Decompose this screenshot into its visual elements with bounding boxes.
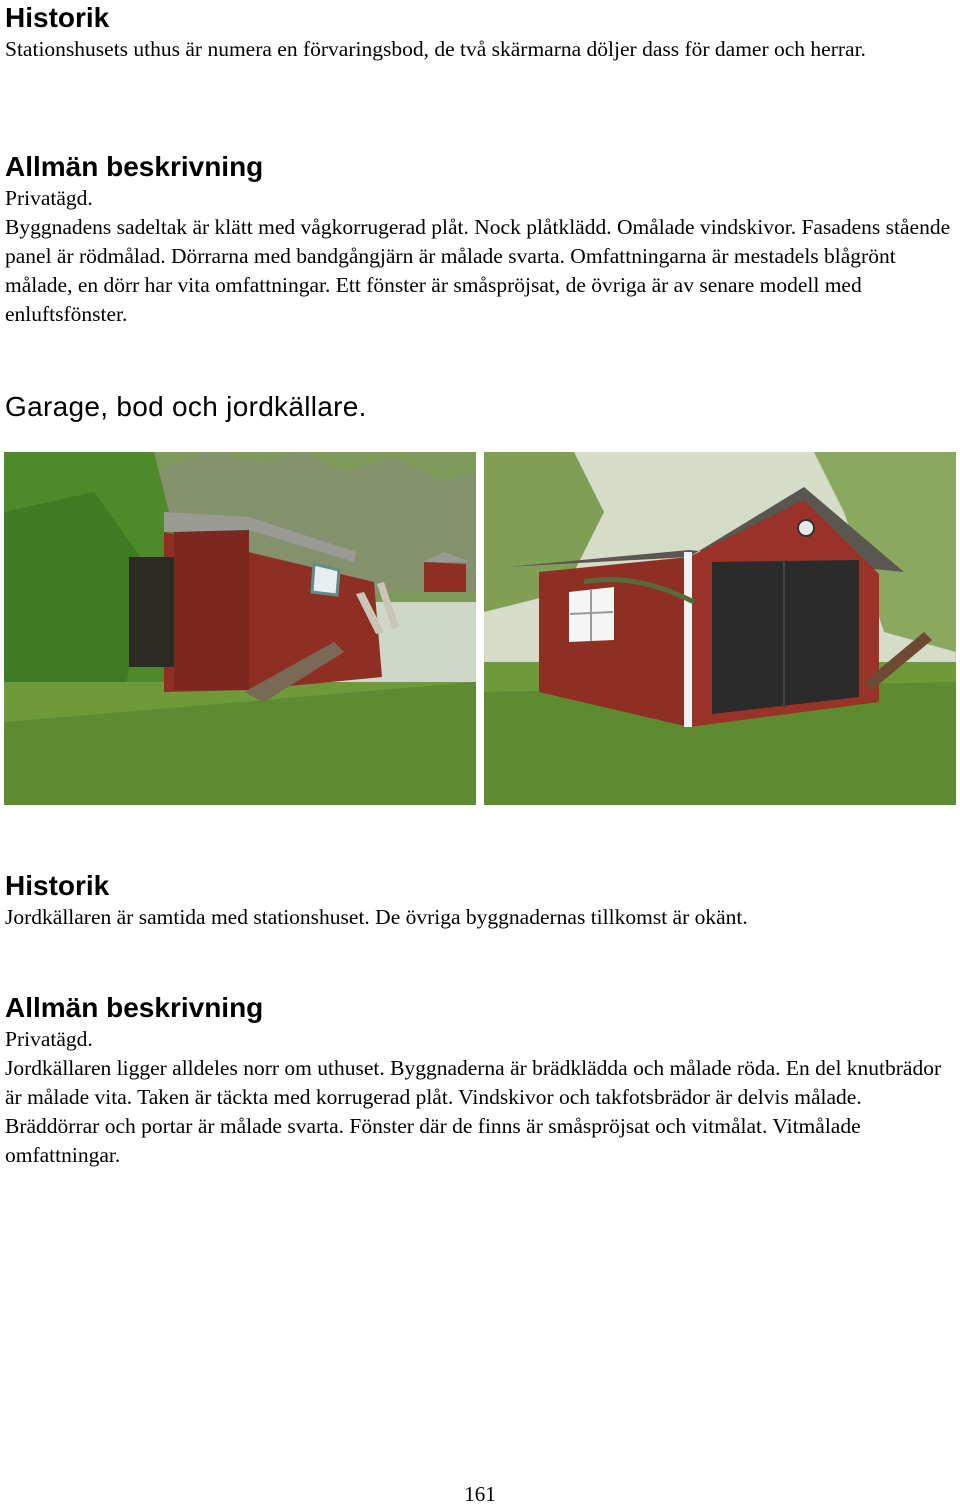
history-heading: Historik (5, 2, 110, 33)
history-text: Jordkällaren är samtida med stationshuset. De övriga byggnadernas tillkomst är okänt. (5, 905, 748, 929)
history-section-1 (5, 2, 955, 64)
ownership-text: Privatägd. (5, 186, 93, 210)
page-number: 161 (464, 1482, 496, 1506)
description-heading: Allmän beskrivning (5, 151, 264, 182)
description-section-1 (5, 151, 955, 329)
description-text: Jordkällaren ligger alldeles norr om uthuset. Byggnaderna är brädklädda och målade röda. En del knutbrädor är målade vita. Taken är täckta med korrugerad plåt. Vindskivor och takfotsbrädor är delvis målade. Bräddörrar och portar är målade svarta. Fönster där de finns är småspröjsat och vitmålat. Vitmålade omfattningar. (5, 1056, 942, 1167)
history-heading: Historik (5, 870, 110, 901)
description-heading: Allmän beskrivning (5, 992, 264, 1023)
red-shed-photo (4, 452, 476, 805)
history-section-2 (5, 870, 955, 932)
history-text: Stationshusets uthus är numera en förvaringsbod, de två skärmarna döljer dass för damer och herrar. (5, 37, 866, 61)
red-garage-photo (484, 452, 956, 805)
building-title-block (5, 391, 955, 423)
description-text: Byggnadens sadeltak är klätt med vågkorrugerad plåt. Nock plåtklädd. Omålade vindskivor. Fasadens stående panel är rödmålad. Dörrarna med bandgångjärn är målade svarta. Omfattningarna är mestadels blågrönt målade, en dörr har vita omfattningar. Ett fönster är småspröjsat, de övriga är av senare modell med enluftsfönster. (5, 215, 951, 326)
description-section-2 (5, 992, 955, 1170)
ownership-text: Privatägd. (5, 1027, 93, 1051)
building-title: Garage, bod och jordkällare. (5, 391, 367, 422)
